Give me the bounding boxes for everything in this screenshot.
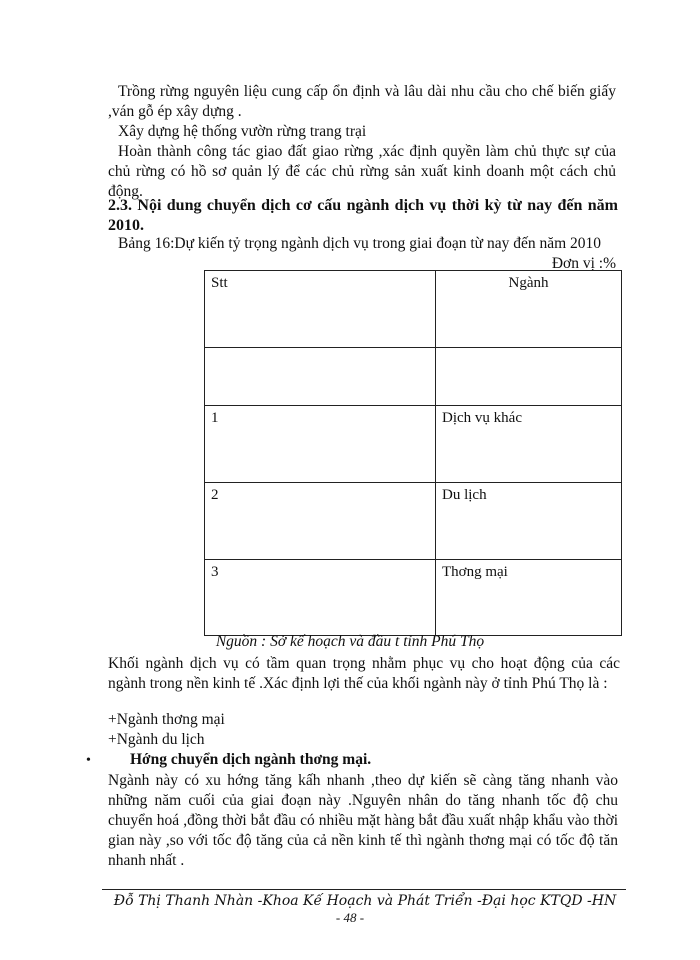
cell-stt: 3 [205,560,436,636]
cell-nganh [436,348,622,406]
paragraph-raw-material-forest: Trồng rừng nguyên liệu cung cấp ổn định và lâu dài nhu cầu cho chế biến giấy ,ván gỗ ép xây dựng . [108,83,616,120]
cell-nganh: Dịch vụ khác [436,406,622,483]
cell-stt: 1 [205,406,436,483]
table-row [205,483,622,560]
page-number: - 48 - [335,910,365,925]
footer-divider [102,889,626,890]
list-item-trade: +Ngành thơng mại [108,711,225,728]
table-row [205,348,622,406]
table-row [205,406,622,483]
cell-stt [205,348,436,406]
table-caption: Bảng 16:Dự kiến tỷ trọng ngành dịch vụ trong giai đoạn từ nay đến năm 2010 [118,235,602,252]
header-stt: Stt [205,271,436,348]
list-item-tourism: +Ngành du lịch [108,731,205,748]
paragraph-service-importance: Khối ngành dịch vụ có tầm quan trọng nhằm phục vụ cho hoạt động của các ngành trong nền kinh tế .Xác định lợi thế của khối ngành này ở tỉnh Phú Thọ là : [108,655,620,692]
subheading-trade-direction: Hớng chuyển dịch ngành thơng mại. [130,751,372,768]
footer-author-line: Đỗ Thị Thanh Nhàn -Khoa Kế Hoạch và Phát Triển -Đại học KTQD -HN [113,893,617,909]
table-source-note: Nguồn : Sở kế hoạch và đầu t tỉnh Phú Thọ [215,633,485,650]
cell-stt: 2 [205,483,436,560]
cell-nganh: Thơng mại [436,560,622,636]
table-row [205,560,622,636]
cell-nganh: Du lịch [436,483,622,560]
paragraph-farm-forest: Xây dựng hệ thống vườn rừng trang trại [118,123,367,140]
bullet-icon: • [86,753,91,768]
section-heading: 2.3. Nội dung chuyển dịch cơ cấu ngành dịch vụ thời kỳ từ nay đến năm 2010. [108,197,618,234]
table-header-row [205,271,622,348]
paragraph-trade-growth: Ngành này có xu hớng tăng kấh nhanh ,theo dự kiến sẽ càng tăng nhanh vào những năm cuối của giai đoạn này .Nguyên nhân do tăng nhanh tốc độ chu chuyển hoá ,đồng thời bắt đầu có nhiều mặt hàng bắt đầu xuất nhập khẩu vào thời gian này ,so với tốc độ tăng của cả nền kinh tế thì ngành thơng mại có tốc độ tăn nhanh nhất . [108,772,618,869]
unit-label: Đơn vị :% [551,255,616,272]
service-share-table [204,270,622,636]
paragraph-land-allocation: Hoàn thành công tác giao đất giao rừng ,xác định quyền làm chủ thực sự của chủ rừng có hồ sơ quản lý để các chủ rừng sản xuất kinh doanh một cách chủ động. [108,143,616,200]
header-nganh: Ngành [436,271,622,348]
